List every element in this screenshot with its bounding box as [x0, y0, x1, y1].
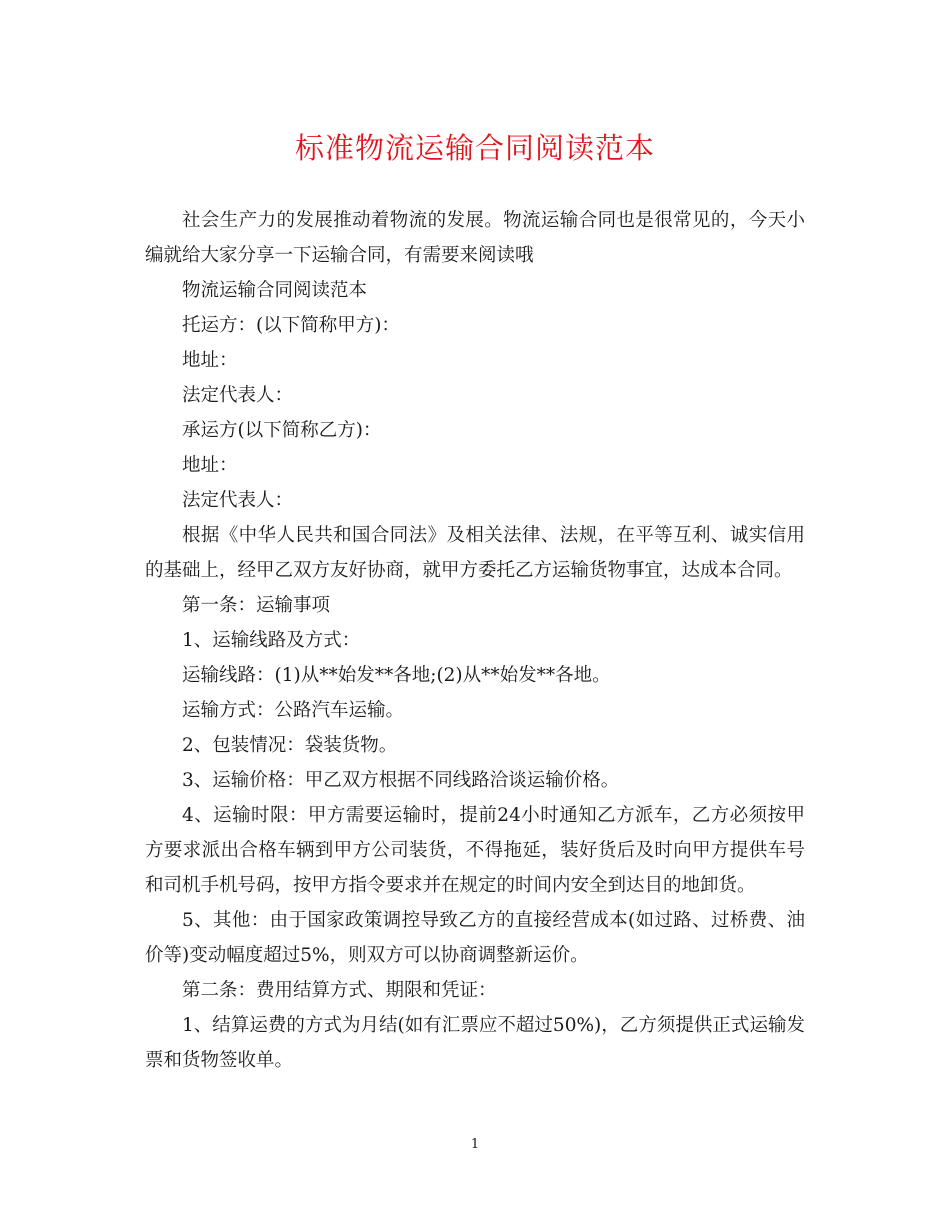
- paragraph-intro: 社会生产力的发展推动着物流的发展。物流运输合同也是很常见的，今天小编就给大家分享一下运输合同，有需要来阅读哦: [145, 210, 805, 266]
- paragraph-preamble: 根据《中华人民共和国合同法》及相关法律、法规，在平等互利、诚实信用的基础上，经甲乙双方友好协商，就甲方委托乙方运输货物事宜，达成本合同。: [145, 525, 805, 581]
- paragraph-route: 运输线路：(1)从**始发**各地;(2)从**始发**各地。: [182, 665, 611, 686]
- paragraph-article-1: 第一条：运输事项: [182, 595, 331, 616]
- page-number: 1: [470, 1137, 480, 1152]
- paragraph-article-2: 第二条：费用结算方式、期限和凭证：: [182, 980, 497, 1001]
- document-title: 标准物流运输合同阅读范本: [294, 131, 655, 165]
- paragraph-price: 3、运输价格：甲乙双方根据不同线路洽谈运输价格。: [182, 770, 620, 791]
- paragraph-settlement: 1、结算运费的方式为月结(如有汇票应不超过50%)，乙方须提供正式运输发票和货物签收单。: [145, 1015, 805, 1071]
- paragraph-shipper: 托运方：(以下简称甲方)：: [182, 315, 400, 336]
- paragraph-shipper-representative: 法定代表人：: [182, 385, 294, 406]
- paragraph-packaging: 2、包装情况：袋装货物。: [182, 735, 398, 756]
- paragraph-time-limit: 4、运输时限：甲方需要运输时，提前24小时通知乙方派车，乙方必须按甲方要求派出合格车辆到甲方公司装货，不得拖延，装好货后及时向甲方提供车号和司机手机号码，按甲方指令要求并在规定的时间内安全到达目的地卸货。: [145, 805, 805, 896]
- paragraph-other: 5、其他：由于国家政策调控导致乙方的直接经营成本(如过路、过桥费、油价等)变动幅度超过5%，则双方可以协商调整新运价。: [145, 910, 805, 966]
- paragraph-carrier: 承运方(以下简称乙方)：: [182, 420, 382, 441]
- paragraph-carrier-representative: 法定代表人：: [182, 490, 294, 511]
- paragraph-shipper-address: 地址：: [182, 350, 238, 371]
- paragraph-heading: 物流运输合同阅读范本: [182, 280, 368, 301]
- document-body: [145, 203, 805, 1078]
- paragraph-method: 运输方式：公路汽车运输。: [182, 700, 405, 721]
- paragraph-route-method: 1、运输线路及方式：: [182, 630, 361, 651]
- paragraph-carrier-address: 地址：: [182, 455, 238, 476]
